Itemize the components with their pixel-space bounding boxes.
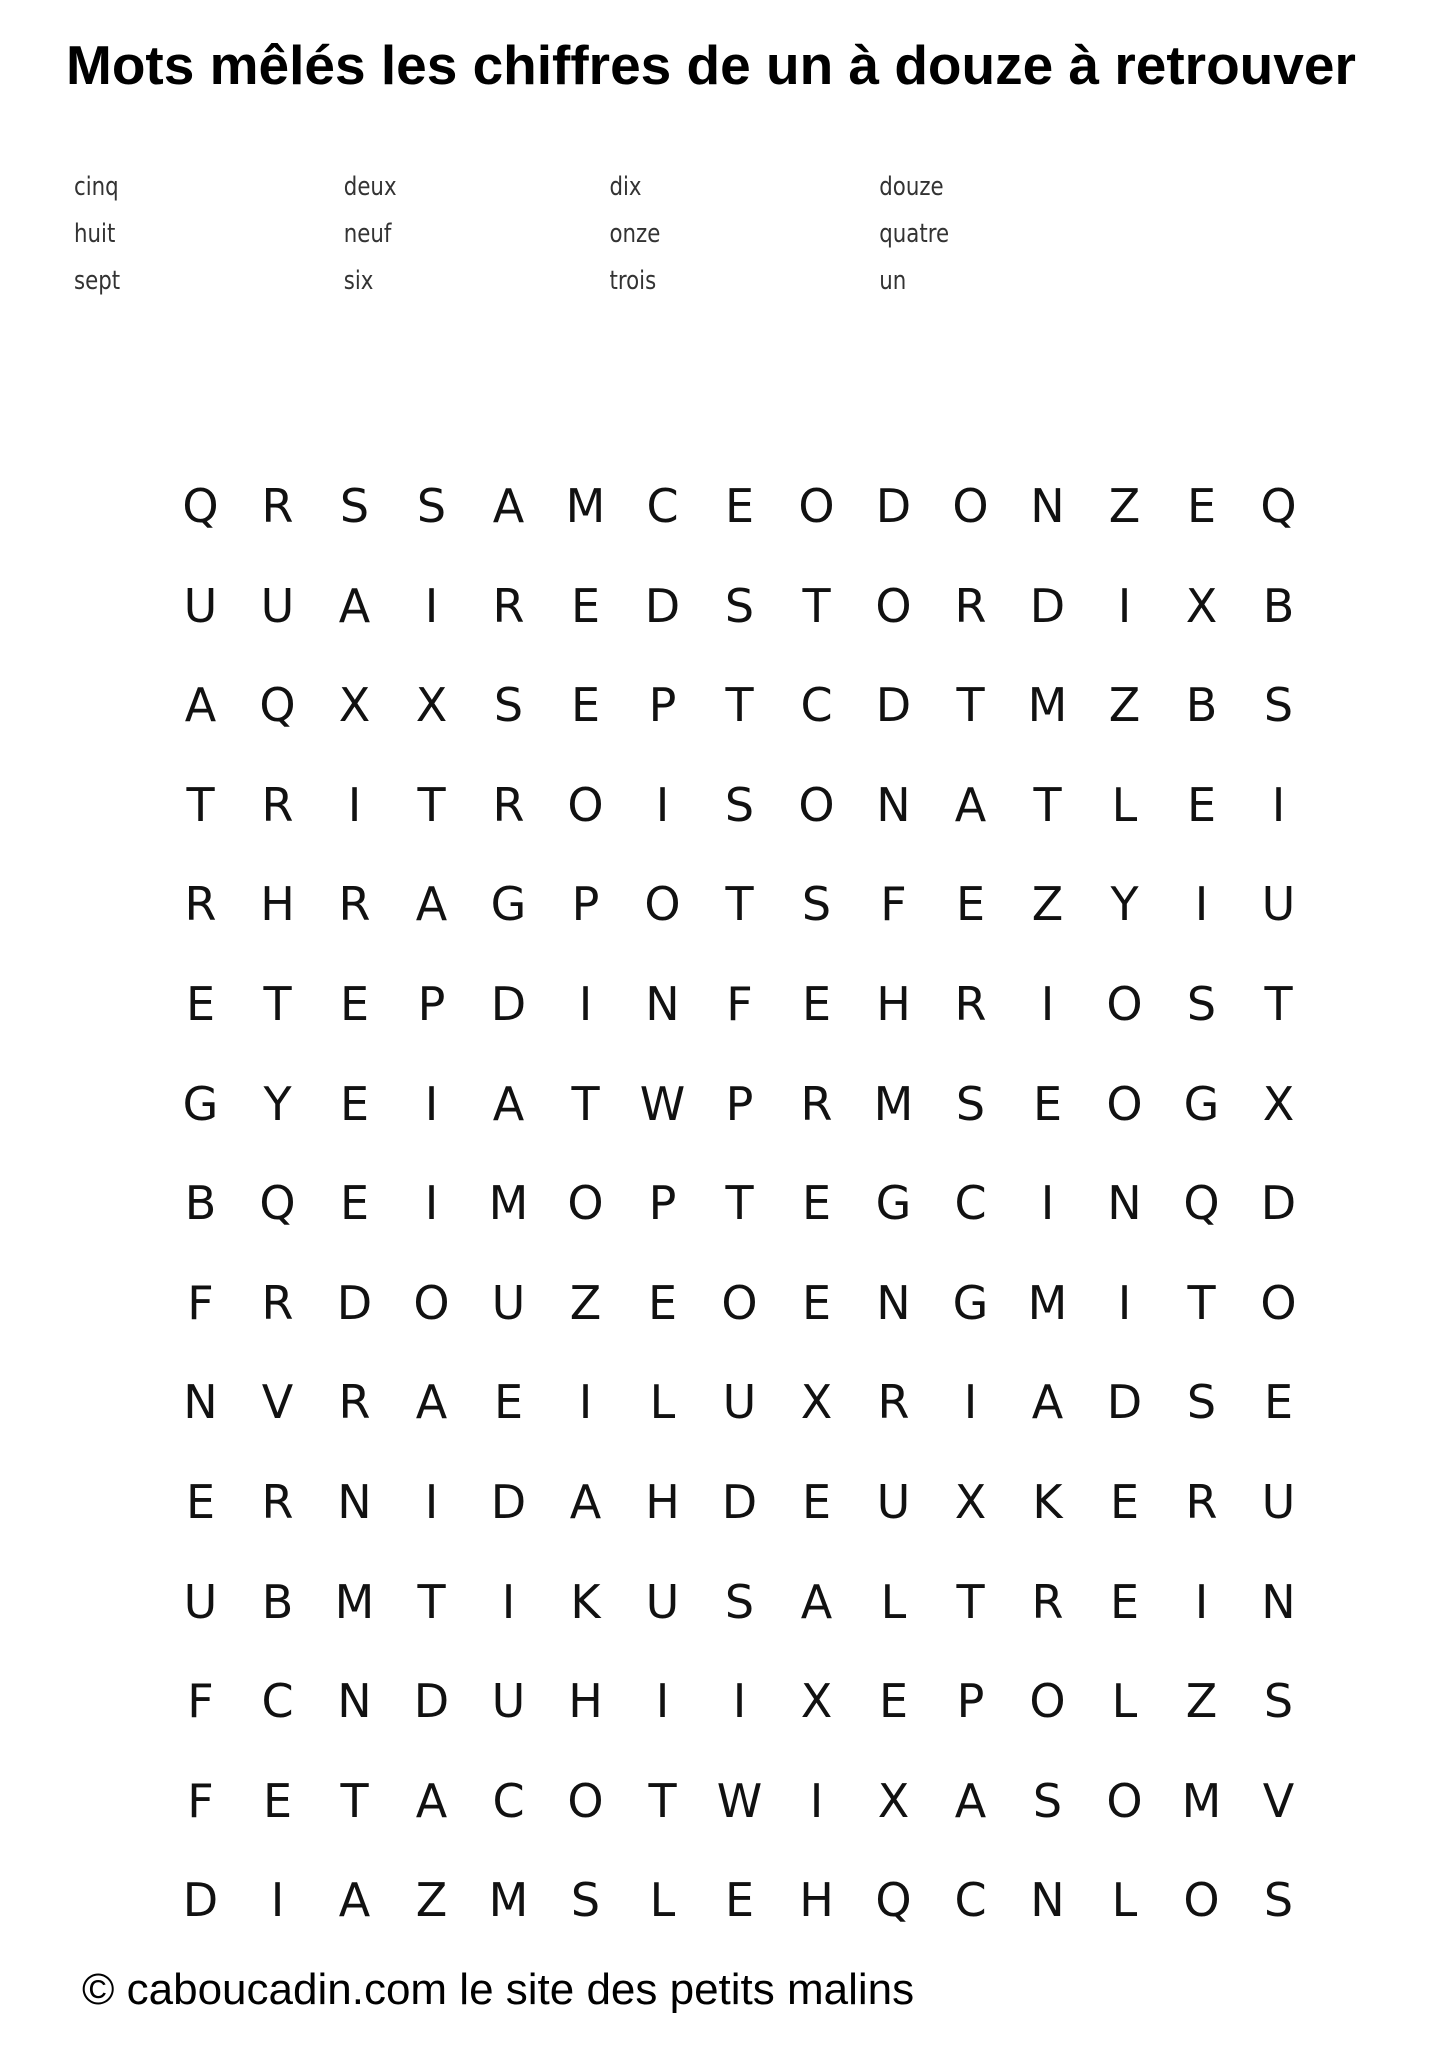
grid-cell: I [424,1474,439,1529]
grid-cell: R [1185,1474,1218,1529]
grid-cell: C [954,1873,987,1928]
grid-cell: T [1187,1275,1216,1330]
grid-cell: E [1263,1375,1294,1430]
grid-cell: T [340,1773,369,1828]
grid-cell: I [1194,1574,1209,1629]
letter-grid [162,457,1317,1951]
grid-cell: E [185,976,216,1031]
grid-cell: T [956,678,985,733]
grid-cell: S [416,479,447,533]
grid-cell: I [655,1674,670,1729]
grid-cell: I [963,1375,978,1430]
grid-cell: I [578,1375,593,1430]
grid-cell: C [646,479,679,533]
grid-cell: D [1029,578,1066,633]
grid-cell: F [726,976,753,1031]
grid-cell: T [648,1773,677,1828]
grid-cell: M [873,1076,914,1131]
grid-cell: W [639,1076,686,1131]
grid-cell: O [1106,1773,1143,1828]
grid-cell: I [270,1873,285,1928]
grid-cell: H [799,1873,834,1928]
grid-cell: Q [1260,479,1297,533]
grid-cell: R [877,1375,910,1430]
grid-cell: H [568,1674,603,1729]
grid-cell: G [875,1176,912,1231]
grid-cell: E [570,678,601,733]
grid-cell: R [1031,1574,1064,1629]
grid-cell: R [492,777,525,832]
grid-cell: D [644,578,681,633]
grid-cell: I [1040,1176,1055,1231]
grid-cell: D [413,1674,450,1729]
word-item: un [879,266,907,296]
grid-cell: T [725,1176,754,1231]
grid-cell: R [338,1375,371,1430]
grid-cell: T [1264,976,1293,1031]
grid-cell: D [1260,1176,1297,1231]
grid-cell: R [338,877,371,932]
grid-cell: T [417,1574,446,1629]
grid-cell: X [800,1375,833,1430]
grid-cell: A [415,1375,448,1430]
grid-cell: Z [1108,678,1141,733]
grid-cell: X [1185,578,1218,633]
grid-cell: L [649,1873,676,1928]
grid-cell: I [1117,1275,1132,1330]
grid-cell: Z [1031,877,1064,932]
grid-cell: T [571,1076,600,1131]
grid-cell: I [578,976,593,1031]
grid-cell: Z [415,1873,448,1928]
grid-cell: A [184,678,217,733]
grid-cell: A [415,1773,448,1828]
grid-cell: K [1032,1474,1063,1529]
grid-cell: E [801,1176,832,1231]
grid-cell: X [954,1474,987,1529]
grid-cell: L [1111,1674,1138,1729]
grid-cell: H [260,877,295,932]
grid-cell: P [648,1176,677,1231]
grid-cell: X [877,1773,910,1828]
word-item: sept [74,266,121,296]
grid-cell: T [186,777,215,832]
grid-cell: D [1106,1375,1143,1430]
grid-cell: A [1031,1375,1064,1430]
grid-cell: S [1032,1773,1063,1828]
grid-cell: I [424,1076,439,1131]
grid-cell: U [1261,877,1296,932]
grid-cell: N [1107,1176,1142,1231]
grid-cell: Z [1108,479,1141,533]
grid-cell: H [645,1474,680,1529]
grid-cell: I [732,1674,747,1729]
grid-cell: E [185,1474,216,1529]
grid-cell: L [1111,1873,1138,1928]
grid-cell: O [875,578,912,633]
grid-cell: G [1183,1076,1220,1131]
grid-cell: R [184,877,217,932]
grid-cell: C [261,1674,294,1729]
grid-cell: B [1262,578,1295,633]
grid-cell: U [183,578,218,633]
grid-cell: D [490,976,527,1031]
grid-cell: E [801,1275,832,1330]
grid-cell: S [955,1076,986,1131]
grid-cell: Z [1185,1674,1218,1729]
grid-cell: M [488,1176,529,1231]
grid-cell: N [876,777,911,832]
grid-cell: E [1186,777,1217,832]
grid-cell: E [724,479,755,533]
grid-cell: O [1106,976,1143,1031]
grid-cell: M [1027,678,1068,733]
grid-cell: O [798,479,835,533]
grid-cell: P [571,877,600,932]
grid-cell: D [490,1474,527,1529]
word-item: quatre [879,219,950,249]
grid-cell: S [570,1873,601,1928]
grid-cell: E [1186,479,1217,533]
grid-cell: Q [259,1176,296,1231]
grid-cell: G [490,877,527,932]
grid-cell: Q [875,1873,912,1928]
grid-cell: G [182,1076,219,1131]
grid-cell: B [261,1574,294,1629]
grid-cell: Q [182,479,219,533]
grid-cell: M [334,1574,375,1629]
grid-cell: X [415,678,448,733]
grid-cell: S [1186,1375,1217,1430]
grid-cell: M [1181,1773,1222,1828]
grid-cell: N [1261,1574,1296,1629]
grid-cell: I [809,1773,824,1828]
word-item: trois [609,266,657,296]
grid-cell: A [800,1574,833,1629]
grid-cell: K [570,1574,601,1629]
grid-cell: L [649,1375,676,1430]
grid-cell: U [260,578,295,633]
grid-cell: O [1260,1275,1297,1330]
grid-cell: A [954,777,987,832]
grid-cell: I [424,578,439,633]
grid-cell: Y [263,1076,292,1131]
word-item: cinq [74,172,119,202]
grid-cell: O [413,1275,450,1330]
grid-cell: S [493,678,524,733]
grid-cell: L [880,1574,907,1629]
grid-cell: E [878,1674,909,1729]
grid-cell: U [491,1674,526,1729]
grid-cell: N [337,1674,372,1729]
grid-cell: X [338,678,371,733]
grid-cell: D [336,1275,373,1330]
grid-cell: N [337,1474,372,1529]
grid-cell: E [493,1375,524,1430]
grid-cell: P [725,1076,754,1131]
grid-cell: A [415,877,448,932]
word-item: neuf [343,219,392,249]
grid-cell: E [801,1474,832,1529]
grid-cell: E [647,1275,678,1330]
grid-cell: O [1106,1076,1143,1131]
grid-cell: O [1183,1873,1220,1928]
grid-cell: M [488,1873,529,1928]
grid-cell: O [721,1275,758,1330]
grid-cell: R [261,1275,294,1330]
grid-cell: E [955,877,986,932]
grid-cell: S [724,1574,755,1629]
grid-cell: V [1262,1773,1295,1828]
grid-cell: I [424,1176,439,1231]
grid-cell: R [954,976,987,1031]
grid-cell: A [492,1076,525,1131]
grid-cell: Q [1183,1176,1220,1231]
grid-cell: N [183,1375,218,1430]
grid-cell: F [187,1275,214,1330]
grid-cell: A [338,578,371,633]
grid-cell: X [1262,1076,1295,1131]
grid-cell: O [798,777,835,832]
grid-cell: T [417,777,446,832]
grid-cell: Q [259,678,296,733]
grid-cell: P [648,678,677,733]
grid-cell: A [569,1474,602,1529]
grid-cell: Y [1110,877,1139,932]
grid-cell: T [263,976,292,1031]
grid-cell: M [1027,1275,1068,1330]
grid-cell: A [954,1773,987,1828]
grid-cell: U [183,1574,218,1629]
grid-cell: F [187,1773,214,1828]
grid-cell: P [417,976,446,1031]
grid-cell: I [655,777,670,832]
grid-cell: G [952,1275,989,1330]
grid-cell: I [1117,578,1132,633]
grid-cell: R [261,777,294,832]
grid-cell: I [1194,877,1209,932]
word-item: onze [609,219,661,249]
grid-cell: R [261,1474,294,1529]
grid-cell: N [876,1275,911,1330]
grid-cell: O [567,1773,604,1828]
grid-cell: C [800,678,833,733]
grid-cell: T [1033,777,1062,832]
grid-cell: D [182,1873,219,1928]
grid-cell: D [721,1474,758,1529]
grid-cell: I [1271,777,1286,832]
grid-cell: I [501,1574,516,1629]
grid-cell: S [724,578,755,633]
grid-cell: R [800,1076,833,1131]
grid-cell: S [1263,1873,1294,1928]
grid-cell: U [645,1574,680,1629]
grid-cell: E [801,976,832,1031]
footer-credit: © caboucadin.com le site des petits malins [82,1965,915,2014]
grid-cell: U [1261,1474,1296,1529]
grid-cell: R [954,578,987,633]
grid-cell: N [1030,479,1065,533]
grid-cell: U [876,1474,911,1529]
grid-cell: W [716,1773,763,1828]
grid-cell: S [801,877,832,932]
grid-cell: Z [569,1275,602,1330]
grid-cell: E [339,1176,370,1231]
grid-cell: H [876,976,911,1031]
grid-cell: F [187,1674,214,1729]
grid-cell: O [952,479,989,533]
grid-cell: E [724,1873,755,1928]
grid-cell: R [261,479,294,533]
grid-cell: I [347,777,362,832]
grid-cell: E [339,1076,370,1131]
grid-cell: B [1185,678,1218,733]
grid-cell: D [875,678,912,733]
grid-cell: T [725,877,754,932]
grid-cell: A [492,479,525,533]
grid-cell: E [339,976,370,1031]
grid-cell: X [800,1674,833,1729]
word-item: dix [609,172,642,202]
grid-cell: O [567,1176,604,1231]
grid-cell: V [261,1375,294,1430]
word-item: deux [343,172,397,202]
grid-cell: B [184,1176,217,1231]
grid-cell: E [1032,1076,1063,1131]
word-item: six [343,266,374,296]
grid-cell: S [339,479,370,533]
word-item: douze [879,172,944,202]
grid-cell: E [570,578,601,633]
grid-cell: E [262,1773,293,1828]
grid-cell: M [565,479,606,533]
word-item: huit [74,219,116,249]
grid-cell: U [491,1275,526,1330]
grid-cell: T [956,1574,985,1629]
grid-cell: O [1029,1674,1066,1729]
grid-cell: A [338,1873,371,1928]
word-list [74,164,1140,305]
grid-cell: C [492,1773,525,1828]
grid-cell: S [1263,1674,1294,1729]
grid-cell: S [724,777,755,832]
grid-cell: O [567,777,604,832]
grid-cell: O [644,877,681,932]
grid-cell: T [802,578,831,633]
page-title: Mots mêlés les chiffres de un à douze à retrouver [66,34,1356,96]
grid-cell: P [956,1674,985,1729]
grid-cell: D [875,479,912,533]
grid-cell: L [1111,777,1138,832]
grid-cell: S [1263,678,1294,733]
grid-cell: E [1109,1474,1140,1529]
grid-cell: S [1186,976,1217,1031]
grid-cell: R [492,578,525,633]
grid-cell: F [880,877,907,932]
grid-cell: E [1109,1574,1140,1629]
grid-cell: C [954,1176,987,1231]
grid-cell: T [725,678,754,733]
grid-cell: I [1040,976,1055,1031]
grid-cell: N [645,976,680,1031]
grid-cell: U [722,1375,757,1430]
grid-cell: N [1030,1873,1065,1928]
